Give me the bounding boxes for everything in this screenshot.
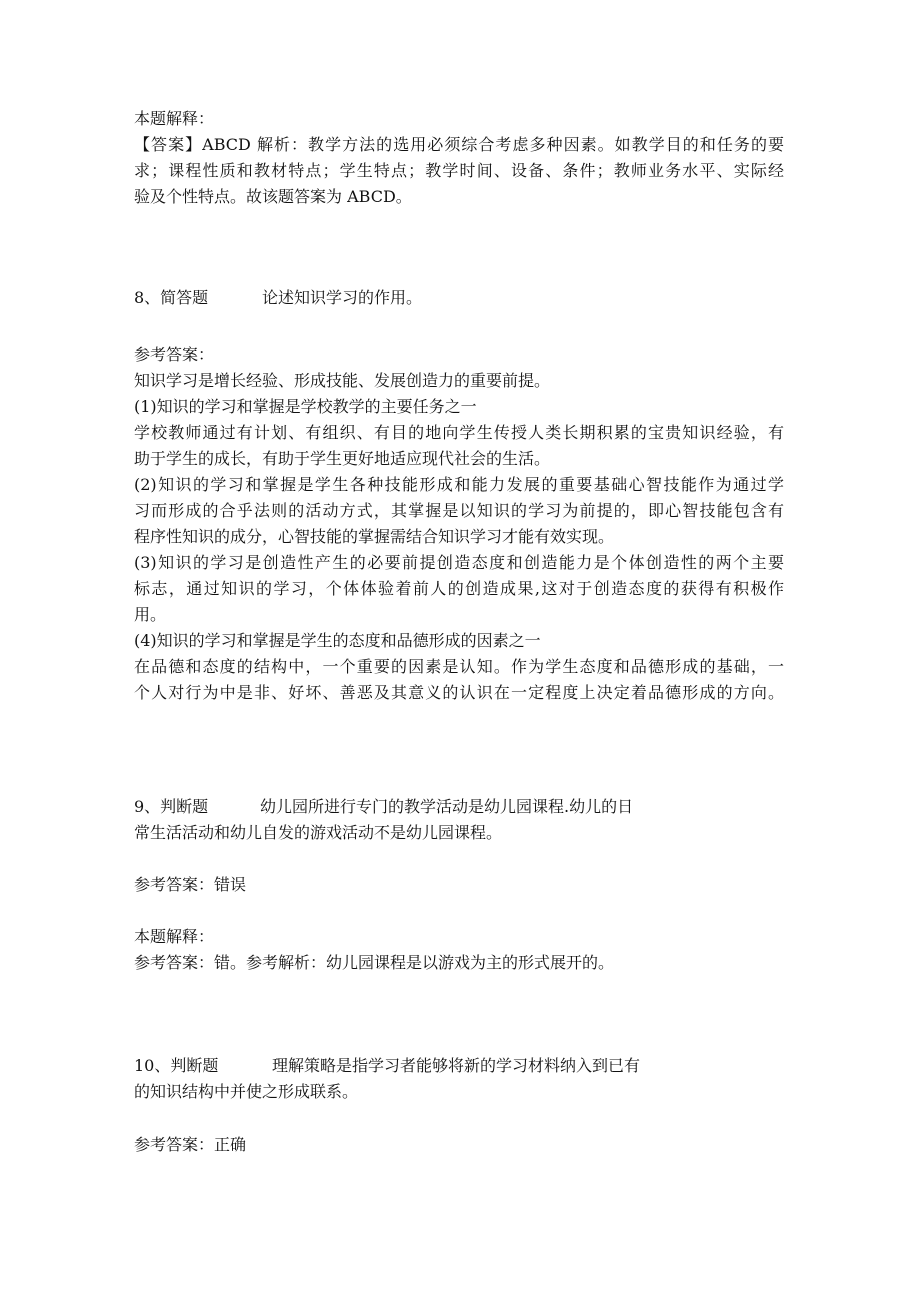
answer-line: (3)知识的学习是创造性产生的必要前提创造态度和创造能力是个体创造性的两个主要 bbox=[134, 553, 784, 572]
question-number: 8、简答题 bbox=[134, 288, 209, 307]
answer-line: (2)知识的学习和掌握是学生各种技能形成和能力发展的重要基础心智技能作为通过学 bbox=[134, 475, 784, 494]
answer-line: (4)知识的学习和掌握是学生的态度和品德形成的因素之一 bbox=[134, 631, 541, 650]
answer-line: 助于学生的成长，有助于学生更好地适应现代社会的生活。 bbox=[134, 449, 551, 468]
answer-line: 习而形成的合乎法则的活动方式，其掌握是以知识的学习为前提的，即心智技能包含有 bbox=[134, 501, 784, 520]
question-text: 的知识结构中并使之形成联系。 bbox=[134, 1082, 359, 1101]
question-text: 论述知识学习的作用。 bbox=[262, 288, 423, 307]
answer-text: 参考答案：错误 bbox=[134, 875, 247, 894]
q9-explanation bbox=[134, 924, 784, 976]
explain-line: 求；课程性质和教材特点；学生特点；教学时间、设备、条件；教师业务水平、实际经 bbox=[134, 161, 784, 180]
question-number: 9、判断题 bbox=[134, 797, 209, 816]
question-text: 幼儿园所进行专门的教学活动是幼儿园课程.幼儿的日 bbox=[260, 797, 634, 816]
q8-heading bbox=[134, 285, 784, 311]
explain-line: 参考答案：错。参考解析：幼儿园课程是以游戏为主的形式展开的。 bbox=[134, 953, 615, 972]
answer-label: 参考答案： bbox=[134, 345, 215, 364]
answer-line: 标志，通过知识的学习，个体体验着前人的创造成果,这对于创造态度的获得有积极作 bbox=[134, 579, 784, 598]
answer-line: 知识学习是增长经验、形成技能、发展创造力的重要前提。 bbox=[134, 371, 551, 390]
answer-line: 程序性知识的成分，心智技能的掌握需结合知识学习才能有效实现。 bbox=[134, 527, 615, 546]
explain-line: 【答案】ABCD 解析：教学方法的选用必须综合考虑多种因素。如教学目的和任务的要 bbox=[134, 135, 784, 154]
explain-label: 本题解释： bbox=[134, 109, 215, 128]
q8-answer bbox=[134, 342, 784, 706]
q7-explanation bbox=[134, 106, 784, 210]
answer-line: 学校教师通过有计划、有组织、有目的地向学生传授人类长期积累的宝贵知识经验，有 bbox=[134, 423, 784, 442]
explain-label: 本题解释： bbox=[134, 927, 215, 946]
answer-text: 参考答案：正确 bbox=[134, 1135, 247, 1154]
question-number: 10、判断题 bbox=[134, 1056, 219, 1075]
q10-answer bbox=[134, 1132, 784, 1158]
explain-line: 验及个性特点。故该题答案为 ABCD。 bbox=[134, 187, 412, 206]
answer-line: (1)知识的学习和掌握是学校教学的主要任务之一 bbox=[134, 397, 477, 416]
question-text: 常生活活动和幼儿自发的游戏活动不是幼儿园课程。 bbox=[134, 823, 503, 842]
question-text: 理解策略是指学习者能够将新的学习材料纳入到已有 bbox=[272, 1056, 641, 1075]
q9-answer bbox=[134, 872, 784, 898]
answer-line: 在品德和态度的结构中，一个重要的因素是认知。作为学生态度和品德形成的基础，一 bbox=[134, 657, 784, 676]
answer-line: 用。 bbox=[134, 605, 167, 624]
answer-line: 个人对行为中是非、好坏、善恶及其意义的认识在一定程度上决定着品德形成的方向。 bbox=[134, 683, 784, 702]
q9-heading bbox=[134, 794, 784, 846]
q10-heading bbox=[134, 1053, 784, 1105]
